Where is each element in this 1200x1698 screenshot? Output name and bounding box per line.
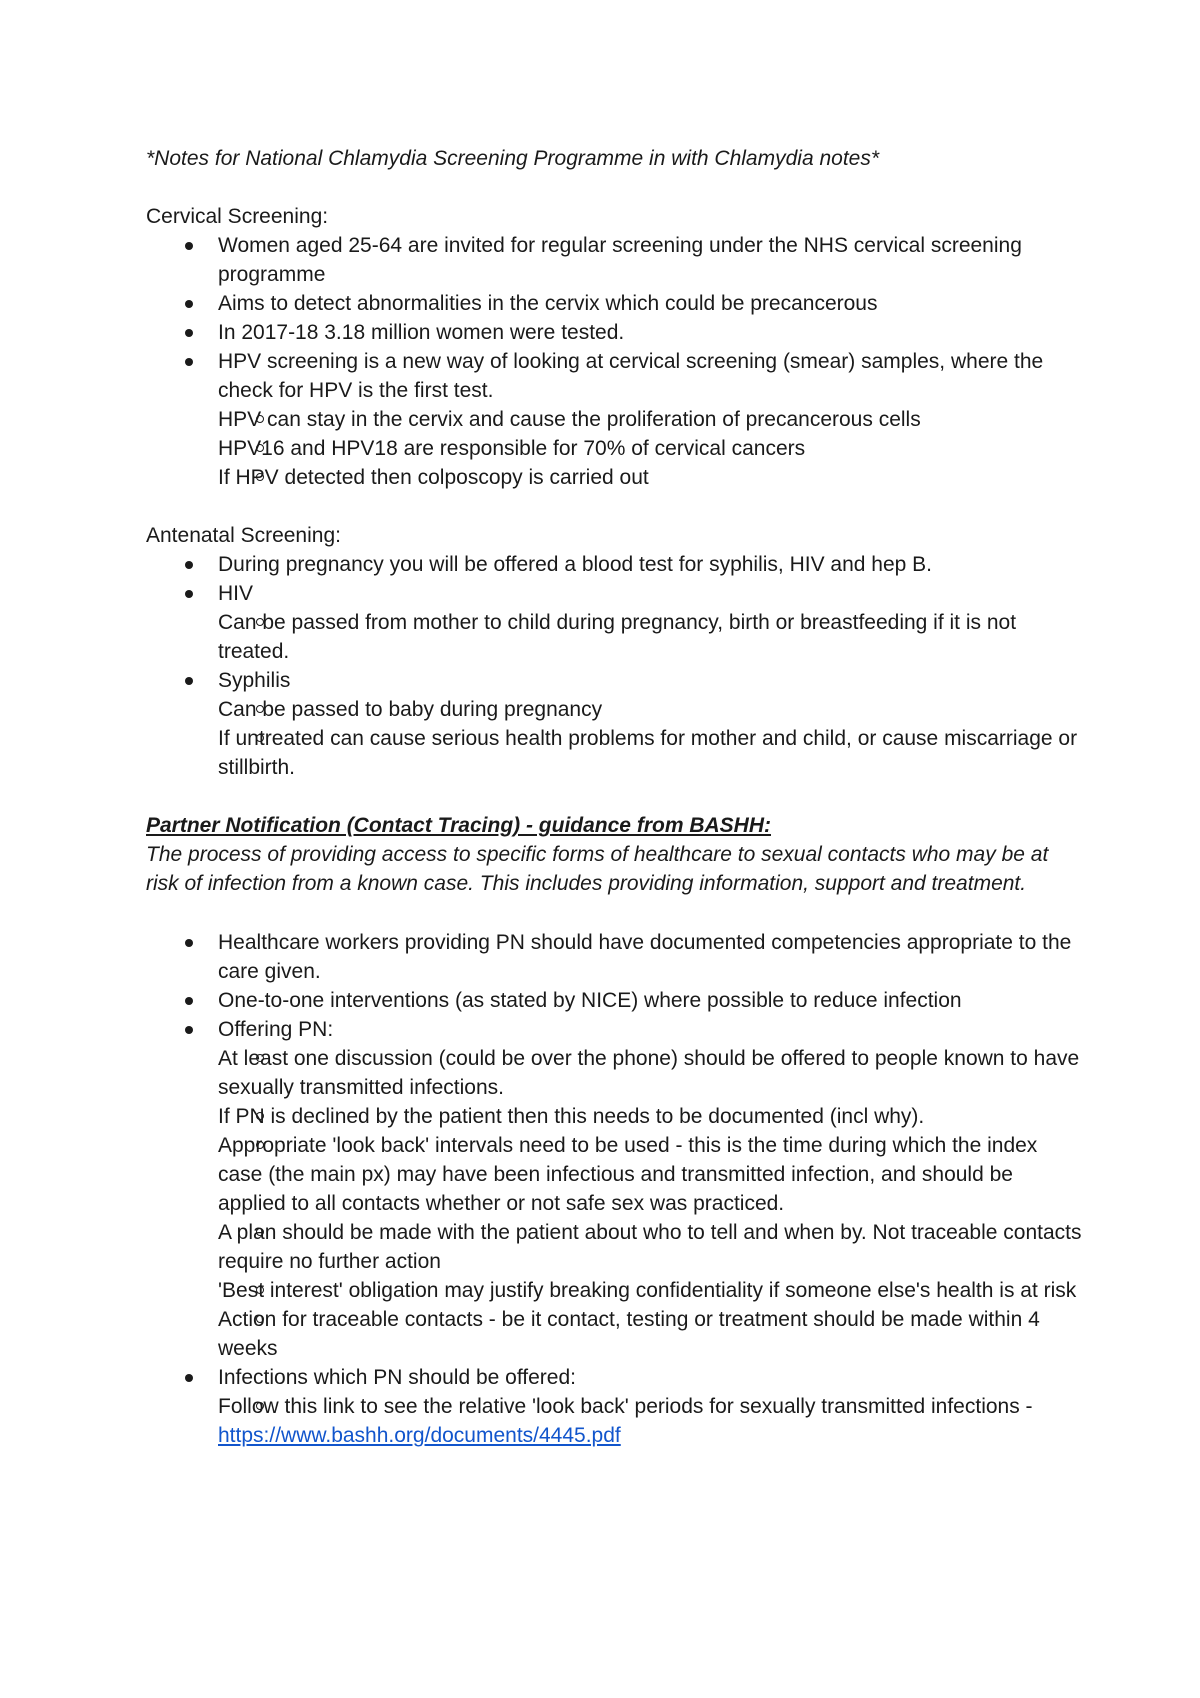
list-item: One-to-one interventions (as stated by NICE) where possible to reduce infection bbox=[146, 986, 1086, 1015]
hollow-bullet-icon bbox=[256, 473, 264, 481]
document-page bbox=[146, 144, 1086, 1450]
bullet-icon bbox=[185, 561, 193, 569]
partner-notification-section bbox=[146, 811, 1086, 1450]
antenatal-list bbox=[146, 550, 1086, 782]
bullet-icon bbox=[185, 997, 193, 1005]
bullet-icon bbox=[185, 300, 193, 308]
hollow-bullet-icon bbox=[256, 705, 264, 713]
bullet-icon bbox=[185, 590, 193, 598]
bullet-icon bbox=[185, 939, 193, 947]
sub-list-item: Can be passed to baby during pregnancy bbox=[218, 698, 603, 721]
antenatal-screening-section bbox=[146, 521, 1086, 782]
sub-list-item: Follow this link to see the relative 'look back' periods for sexually transmitted infections - https://www.bashh.org/documents/4445.pdf bbox=[218, 1395, 1033, 1447]
hollow-bullet-icon bbox=[256, 1315, 264, 1323]
bullet-icon bbox=[185, 677, 193, 685]
list-item: Women aged 25-64 are invited for regular screening under the NHS cervical screening programme bbox=[146, 231, 1086, 289]
partner-notification-list bbox=[146, 928, 1086, 1450]
list-item: Healthcare workers providing PN should have documented competencies appropriate to the care given. bbox=[146, 928, 1086, 986]
list-item: Offering PN: At least one discussion (could be over the phone) should be offered to people known to have sexually transmitted infections. If PN is declined by the patient then this needs to be documented (incl why). Appropriate 'look back' intervals need to be used - this is the time during which the index case (the main px) may have been infectious and transmitted infection, and should be applied to all contacts whether or not safe sex was practiced. A plan should be made with the patient about who to tell and when by. Not traceable contacts require no further action 'Best interest' obligation may justify breaking confidentiality if someone else's health is at risk Action for traceable contacts - be it contact, testing or treatment should be made within 4 weeks bbox=[146, 1015, 1086, 1363]
hollow-bullet-icon bbox=[256, 415, 264, 423]
hollow-bullet-icon bbox=[256, 618, 264, 626]
antenatal-heading: Antenatal Screening: bbox=[146, 524, 341, 547]
sub-list-item: If PN is declined by the patient then this needs to be documented (incl why). bbox=[218, 1105, 925, 1128]
hollow-bullet-icon bbox=[256, 444, 264, 452]
bullet-icon bbox=[185, 1026, 193, 1034]
bashh-document-link[interactable]: https://www.bashh.org/documents/4445.pdf bbox=[218, 1424, 621, 1447]
bullet-icon bbox=[185, 358, 193, 366]
sub-list-item: 'Best interest' obligation may justify breaking confidentiality if someone else's health is at risk bbox=[218, 1279, 1077, 1302]
hollow-bullet-icon bbox=[256, 734, 264, 742]
list-item: Syphilis Can be passed to baby during pregnancy If untreated can cause serious health problems for mother and child, or cause miscarriage or stillbirth. bbox=[146, 666, 1086, 782]
bullet-icon bbox=[185, 329, 193, 337]
list-item: In 2017-18 3.18 million women were tested. bbox=[146, 318, 1086, 347]
cervical-screening-section bbox=[146, 202, 1086, 492]
partner-notification-description: The process of providing access to specific forms of healthcare to sexual contacts who may be at risk of infection from a known case. This includes providing information, support and treatment. bbox=[146, 843, 1049, 895]
infections-pn-sublist bbox=[145, 1392, 1086, 1450]
syphilis-sublist bbox=[145, 695, 1086, 782]
list-item: Aims to detect abnormalities in the cervix which could be precancerous bbox=[146, 289, 1086, 318]
hollow-bullet-icon bbox=[256, 1402, 264, 1410]
sub-list-item: At least one discussion (could be over the phone) should be offered to people known to have sexually transmitted infections. bbox=[218, 1047, 1080, 1099]
sub-list-item: If HPV detected then colposcopy is carried out bbox=[218, 466, 649, 489]
hollow-bullet-icon bbox=[256, 1286, 264, 1294]
hollow-bullet-icon bbox=[256, 1141, 264, 1149]
sub-list-item: If untreated can cause serious health problems for mother and child, or cause miscarriage or stillbirth. bbox=[218, 727, 1078, 779]
list-item: HPV screening is a new way of looking at cervical screening (smear) samples, where the check for HPV is the first test. HPV can stay in the cervix and cause the proliferation of precancerous cells HPV16 and HPV18 are responsible for 70% of cervical cancers If HPV detected then colposcopy is carried out bbox=[146, 347, 1086, 492]
bullet-icon bbox=[185, 242, 193, 250]
hollow-bullet-icon bbox=[256, 1112, 264, 1120]
sub-list-item: Action for traceable contacts - be it contact, testing or treatment should be made within 4 weeks bbox=[218, 1308, 1040, 1360]
intro-note: *Notes for National Chlamydia Screening Programme in with Chlamydia notes* bbox=[146, 147, 880, 170]
cervical-list bbox=[146, 231, 1086, 492]
hpv-sublist bbox=[145, 405, 1086, 492]
sub-list-item: HPV16 and HPV18 are responsible for 70% of cervical cancers bbox=[218, 437, 806, 460]
sub-list-item: Can be passed from mother to child during pregnancy, birth or breastfeeding if it is not treated. bbox=[218, 611, 1017, 663]
offering-pn-sublist bbox=[145, 1044, 1086, 1363]
sub-list-item: HPV can stay in the cervix and cause the proliferation of precancerous cells bbox=[218, 408, 921, 431]
list-item: HIV Can be passed from mother to child during pregnancy, birth or breastfeeding if it is not treated. bbox=[146, 579, 1086, 666]
partner-notification-heading: Partner Notification (Contact Tracing) - guidance from BASHH: bbox=[146, 814, 771, 837]
cervical-heading: Cervical Screening: bbox=[146, 205, 329, 228]
hollow-bullet-icon bbox=[256, 1054, 264, 1062]
sub-list-item: Appropriate 'look back' intervals need to be used - this is the time during which the index case (the main px) may have been infectious and transmitted infection, and should be applied to all contacts whether or not safe sex was practiced. bbox=[218, 1134, 1038, 1215]
bullet-icon bbox=[185, 1374, 193, 1382]
hiv-sublist bbox=[145, 608, 1086, 666]
sub-list-item: A plan should be made with the patient about who to tell and when by. Not traceable contacts require no further action bbox=[218, 1221, 1082, 1273]
list-item: Infections which PN should be offered: Follow this link to see the relative 'look back' periods for sexually transmitted infections - https://www.bashh.org/documents/4445.pdf bbox=[146, 1363, 1086, 1450]
hollow-bullet-icon bbox=[256, 1228, 264, 1236]
list-item: During pregnancy you will be offered a blood test for syphilis, HIV and hep B. bbox=[146, 550, 1086, 579]
